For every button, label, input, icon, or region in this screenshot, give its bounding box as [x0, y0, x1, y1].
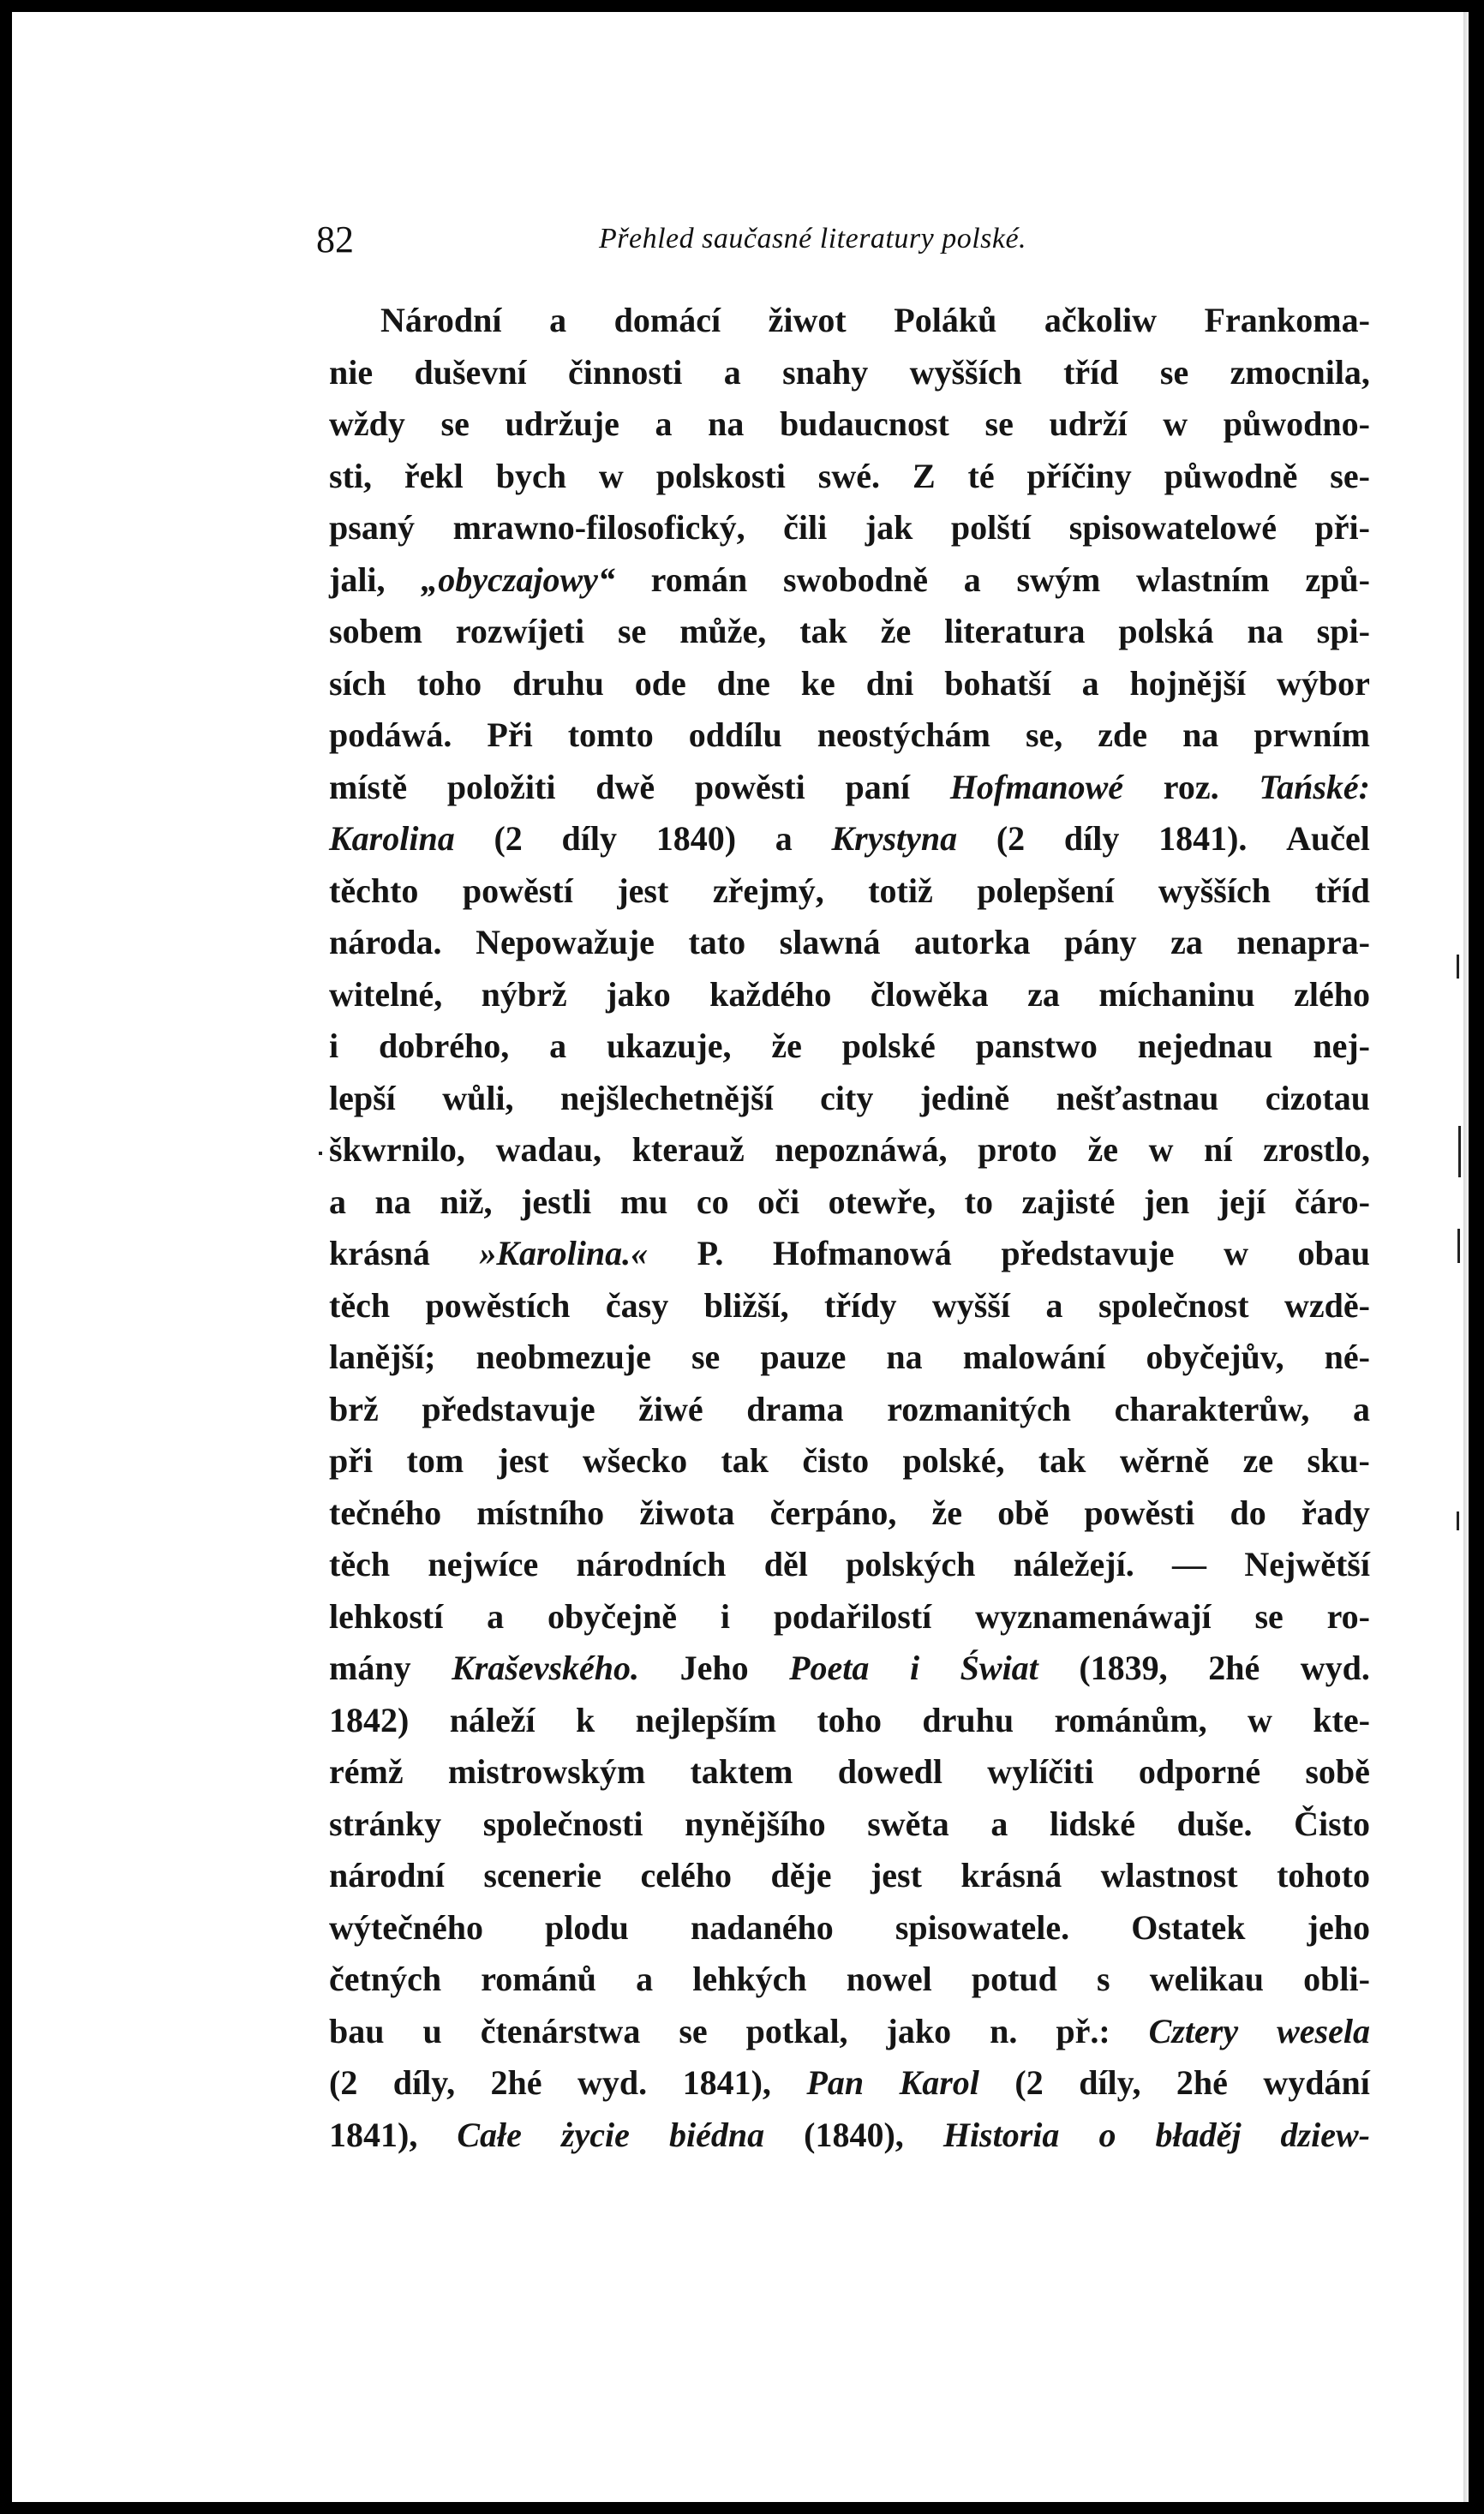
body-text — [329, 295, 1370, 2161]
text-line: tečného místního žiwota čerpáno, že obě powěsti do řady — [329, 1493, 1370, 1532]
text-line: i dobrého, a ukazuje, že polské panstwo nejednau nej- — [329, 1027, 1370, 1065]
text-line: rémž mistrowským taktem dowedl wylíčiti odporné sobě — [329, 1752, 1370, 1791]
text-line: sti, řekl bych w polskosti swé. Z té příčiny půwodně se- — [329, 456, 1370, 495]
text-line: sích toho druhu ode dne ke dni bohatší a hojnější wýbor — [329, 663, 1370, 703]
text-line: četných románů a lehkých nowel potud s welikau obli- — [329, 1960, 1370, 1998]
page-edge — [1463, 12, 1469, 2502]
book-page — [12, 12, 1469, 2502]
text-line: witelné, nýbrž jako každého člowěka za míchaninu zlého — [329, 974, 1370, 1014]
scan-speck — [319, 1152, 322, 1155]
page-header — [316, 218, 1147, 269]
text-line: těch nejwíce národních děl polských náležejí. — Nejwětší — [329, 1545, 1370, 1583]
text-line: sobem rozwíjeti se může, tak že literatura polská na spi- — [329, 612, 1370, 650]
text-line: wýtečného plodu nadaného spisowatele. Ostatek jeho — [329, 1907, 1370, 1947]
text-line: lepší wůli, nejšlechetnější city jedině nešťastnau cizotau — [329, 1078, 1370, 1117]
text-line: Národní a domácí žiwot Poláků ačkoliw Frankoma- — [380, 301, 1370, 339]
running-title: Přehled saučasné literatury polské. — [599, 223, 1027, 254]
text-line: národní scenerie celého děje jest krásná wlastnost tohoto — [329, 1856, 1370, 1894]
text-line: nie duševní činnosti a snahy wyšších tříd se zmocnila, — [329, 352, 1370, 392]
text-line: psaný mrawno-filosofický, čili jak polští spisowatelowé při- — [329, 508, 1370, 547]
text-line: škwrnilo, wadau, kterauž nepoznáwá, proto že w ní zrostlo, — [329, 1130, 1370, 1169]
text-line: při tom jest wšecko tak čisto polské, tak wěrně ze sku- — [329, 1441, 1370, 1480]
text-line: mány Kraševského. Jeho Poeta i Świat (1839, 2hé wyd. — [329, 1649, 1370, 1687]
text-line: bau u čtenárstwa se potkal, jako n. př.: Cztery wesela — [329, 2011, 1370, 2050]
scan-speck — [1457, 1511, 1459, 1530]
text-line: těch powěstích časy bližší, třídy wyšší a společnost wzdě- — [329, 1285, 1370, 1325]
text-line: podáwá. Při tomto oddílu neostýchám se, zde na prwním — [329, 715, 1370, 754]
text-line: stránky společnosti nynějšího swěta a lidské duše. Čisto — [329, 1804, 1370, 1843]
text-line: těchto powěstí jest zřejmý, totiž polepšení wyšších tříd — [329, 871, 1370, 910]
scan-speck — [1457, 955, 1459, 979]
text-line: 1842) náleží k nejlepším toho druhu románům, w kte- — [329, 1700, 1370, 1739]
text-line: lanější; neobmezuje se pauze na malowání obyčejův, né- — [329, 1338, 1370, 1376]
text-line: lehkostí a obyčejně i podařilostí wyznamenáwají se ro- — [329, 1596, 1370, 1636]
page-number: 82 — [316, 218, 354, 260]
text-line: wždy se udržuje a na budaucnost se udrží w půwodno- — [329, 404, 1370, 443]
scan-speck — [1458, 1126, 1461, 1177]
text-line: a na niž, jestli mu co oči otewře, to zajisté jen její čáro- — [329, 1182, 1370, 1221]
text-line: jali, „obyczajowy“ román swobodně a swým wlastním způ- — [329, 560, 1370, 599]
text-line: místě položiti dwě powěsti paní Hofmanowé roz. Tańské: — [329, 767, 1370, 806]
text-line: brž představuje žiwé drama rozmanitých charakterůw, a — [329, 1389, 1370, 1428]
text-line: národa. Nepowažuje tato slawná autorka pány za nenapra- — [329, 923, 1370, 961]
scan-speck — [1457, 1229, 1460, 1263]
text-line: 1841), Całe życie biédna (1840), Historia o bładěj dziew- — [329, 2115, 1370, 2154]
text-line: Karolina (2 díly 1840) a Krystyna (2 díly 1841). Aučel — [329, 819, 1370, 858]
text-line: krásná »Karolina.« P. Hofmanowá představuje w obau — [329, 1234, 1370, 1272]
text-line: (2 díly, 2hé wyd. 1841), Pan Karol (2 díly, 2hé wydání — [329, 2063, 1370, 2102]
